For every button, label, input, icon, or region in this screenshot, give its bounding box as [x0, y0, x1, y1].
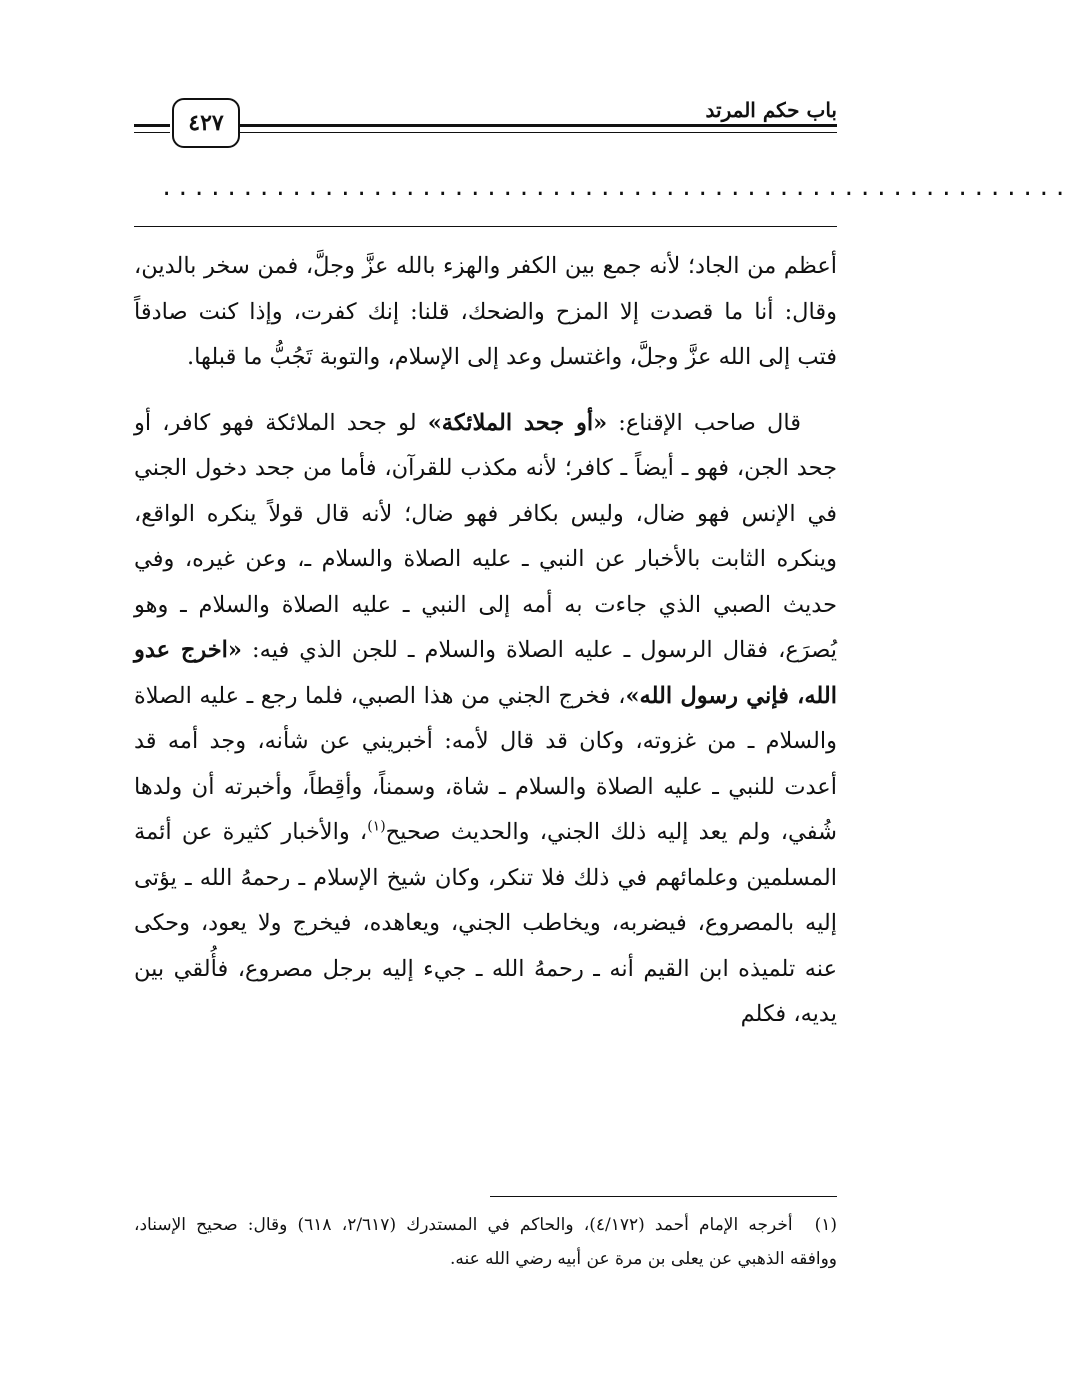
- footnote-1: [134, 1208, 837, 1276]
- footnote-marker[interactable]: (١): [367, 818, 386, 835]
- footnote-text: أخرجه الإمام أحمد (٤/١٧٢)، والحاكم في المستدرك (٢/٦١٧، ٦١٨) وقال: صحيح الإسناد، ووافقه الذهبي عن يعلى بن مرة عن أبيه رضي الله عنه.: [134, 1215, 837, 1269]
- main-text: [134, 244, 837, 1038]
- paragraph-1-text: أعظم من الجاد؛ لأنه جمع بين الكفر والهزء بالله عزَّ وجلَّ، فمن سخر بالدين، وقال: أنا ما قصدت إلا المزح والضحك، قلنا: إنك كفرت، وإذا كنت صادقاً فتب إلى الله عزَّ وجلَّ، واغتسل وعد إلى الإسلام، والتوبة تَجُبُّ ما قبلها.: [134, 253, 837, 370]
- ellipsis-dots: ........................................................: [160, 176, 1070, 201]
- header-divider: [134, 226, 837, 227]
- paragraph-2-run-7: ، والأخبار كثيرة عن أئمة المسلمين وعلمائهم في ذلك فلا تنكر، وكان شيخ الإسلام ـ رحمهُ الله ـ يؤتى إليه بالمصروع، فيضربه، ويخاطب الجني، ويعاهده، فيخرج ولا يعود، وحكى عنه تلميذه ابن القيم أنه ـ رحمهُ الله ـ جيء إليه برجل مصروع، فأُلقي بين يديه، فكلم: [134, 819, 837, 1027]
- paragraph-2-run-3: لو جحد الملائكة فهو كافر، أو جحد الجن، فهو ـ أيضاً ـ كافر؛ لأنه مكذب للقرآن، فأما من جحد دخول الجني في الإنس فهو ضال، وليس بكافر فهو ضال؛ لأنه قال قولاً ينكره الواقع، وينكره الثابت بالأخبار عن النبي ـ عليه الصلاة والسلام ـ، وعن غيره، وفي حديث الصبي الذي جاءت به أمه إلى النبي ـ عليه الصلاة والسلام ـ وهو يُصرَع، فقال الرسول ـ عليه الصلاة والسلام ـ للجن الذي فيه:: [134, 409, 837, 663]
- quote-hadith: «اخرج عدو الله، فإني رسول الله»: [134, 637, 837, 709]
- page-number: ٤٢٧: [172, 98, 240, 148]
- paragraph-1: [134, 244, 837, 381]
- paragraph-gap: [134, 381, 837, 401]
- paragraph-2-run-5: ، فخرج الجني من هذا الصبي، فلما رجع ـ عليه الصلاة والسلام ـ من غزوته، وكان قد قال لأمه: أخبريني عن شأنه، وجد أمه قد أعدت للنبي ـ عليه الصلاة والسلام ـ شاة، وسمناً، وأقِطاً، وأخبرته أن ولدها شُفي، ولم يعد إليه ذلك الجني، والحديث صحيح: [134, 682, 837, 845]
- footnote-number: (١): [814, 1215, 838, 1235]
- footnote-rule: [490, 1196, 837, 1197]
- running-title: باب حكم المرتد: [705, 98, 837, 122]
- quote-iqna: «أو جحد الملائكة»: [427, 409, 608, 436]
- paragraph-2: [134, 401, 837, 1038]
- header-rule-right: [240, 124, 837, 133]
- page-header: [0, 0, 955, 160]
- header-rule-left: [134, 124, 170, 133]
- paragraph-2-run-1: قال صاحب الإقناع:: [607, 409, 801, 436]
- footnotes: [134, 1208, 837, 1276]
